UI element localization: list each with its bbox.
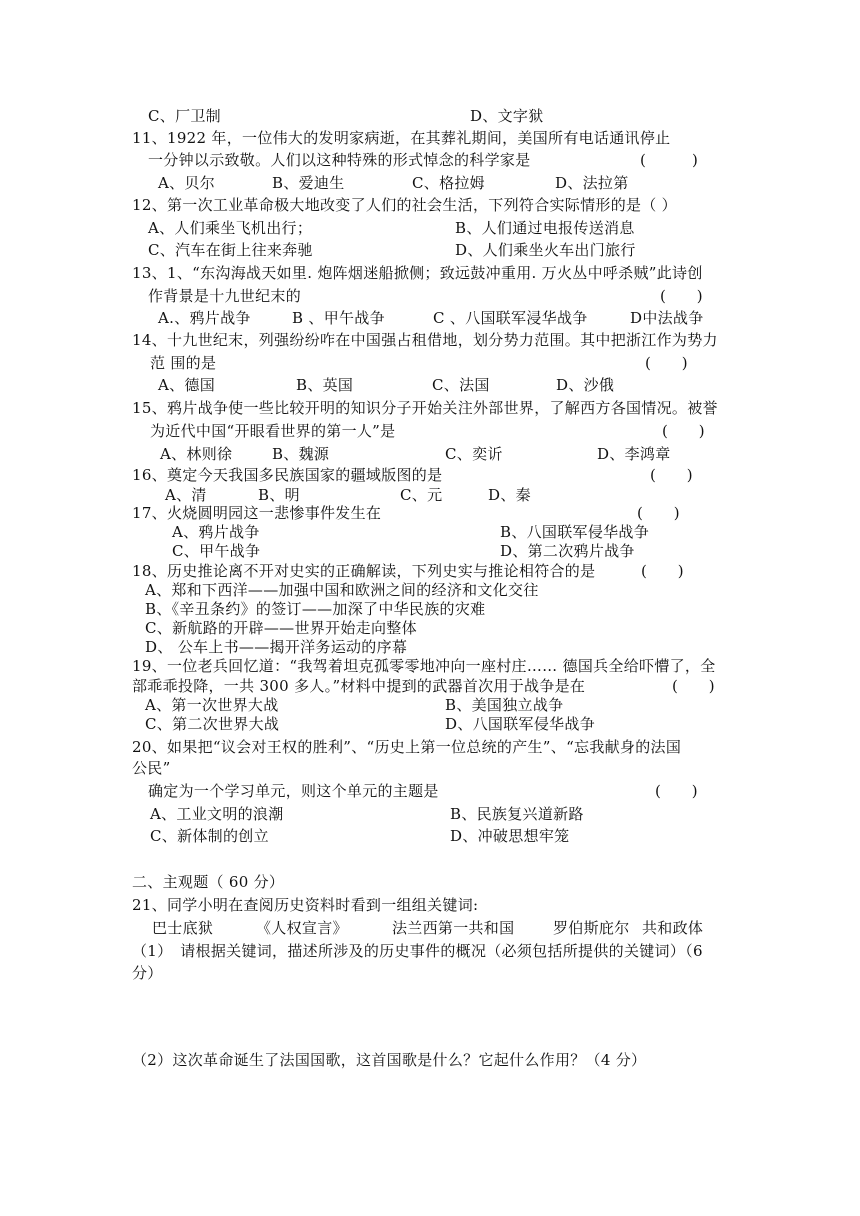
q17-option-c: C、甲午战争 [172,542,261,560]
q13-stem-line1: 13、1、“东沟海战天如里. 炮阵烟迷船掀侧；致远鼓冲重用. 万火丛中呼杀贼”此诗创 [132,264,703,282]
q10-option-c: C、厂卫制 [148,107,221,125]
q17-stem-line1: 17、火烧圆明园这一悲惨事件发生在 [132,504,382,522]
q21-sub1-line2: 分） [132,964,163,982]
q18-option-d: D、 公车上书——揭开洋务运动的序幕 [145,638,408,656]
q11-option-a: A、贝尔 [158,174,216,192]
q19-answer-paren: ( ) [672,677,715,695]
q20-option-c: C、新体制的创立 [150,827,269,845]
q18-option-c: C、新航路的开辟——世界开始走向整体 [145,619,417,637]
q14-answer-paren: ( ) [645,354,688,372]
q17-option-b: B、八国联军侵华战争 [500,523,650,541]
q14-stem-line2: 范 围的是 [150,354,217,372]
q12-option-d: D、人们乘坐火车出门旅行 [455,241,636,259]
q19-stem-line1: 19、一位老兵回忆道：“我驾着坦克孤零零地冲向一座村庄…… 德国兵全给吓懵了，全 [132,657,716,675]
q12-option-c: C、汽车在街上往来奔驰 [148,241,313,259]
q14-stem-line1: 14、十九世纪末，列强纷纷咋在中国强占租借地，划分势力范围。其中把浙江作为势力 [132,331,718,349]
q19-stem-line2: 部乖乖投降，一共 300 多人。”材料中提到的武器首次用于战争是在 [132,677,586,695]
q13-option-c: C 、八国联军浸华战争 [433,309,588,327]
q17-option-d: D、第二次鸦片战争 [500,542,635,560]
q16-option-c: C、元 [400,486,443,504]
q16-option-b: B、明 [258,486,300,504]
q14-option-d: D、沙俄 [556,376,615,394]
q14-option-b: B、英国 [296,376,354,394]
q20-option-d: D、冲破思想牢笼 [450,827,570,845]
q13-answer-paren: ( ) [660,287,703,305]
q13-option-d: D中法战争 [630,309,704,327]
q12-stem-line1: 12、第一次工业革命极大地改变了人们的社会生活，下列符合实际情形的是（ ） [132,196,677,214]
q20-stem-line2: 公民” [132,759,171,777]
q14-option-a: A、德国 [158,376,216,394]
q20-answer-paren: ( ) [655,782,698,800]
q13-stem-line2: 作背景是十九世纪末的 [148,287,302,305]
q20-option-a: A、工业文明的浪潮 [150,805,284,823]
q13-option-a: A.、鸦片战争 [158,309,251,327]
q15-stem-line1: 15、鸦片战争使一些比较开明的知识分子开始关注外部世界，了解西方各国情况。被誉 [132,399,718,417]
q16-stem-line1: 16、奠定今天我国多民族国家的疆域版图的是 [132,466,443,484]
q21-sub1-line1: （1） 请根据关键词，描述所涉及的历史事件的概况（必须包括所提供的关键词）（6 [132,942,703,960]
q15-stem-line2: 为近代中国“开眼看世界的第一人”是 [150,422,396,440]
q21-keyword-1: 巴士底狱 [152,919,214,937]
q21-sub2: （2）这次革命诞生了法国国歌，这首国歌是什么？它起什么作用？（4 分） [132,1051,647,1069]
q13-option-b: B 、甲午战争 [292,309,385,327]
q15-option-b: B、魏源 [272,445,330,463]
q17-answer-paren: ( ) [637,504,680,522]
q21-keyword-5: 共和政体 [642,919,704,937]
q19-option-a: A、第一次世界大战 [145,696,279,714]
q20-stem-line3: 确定为一个学习单元，则这个单元的主题是 [148,782,439,800]
q15-option-c: C、奕䜣 [445,445,503,463]
q16-option-a: A、清 [165,486,207,504]
q11-stem-line1: 11、1922 年，一位伟大的发明家病逝，在其葬礼期间，美国所有电话通讯停止 [132,129,671,147]
section-title: 二、主观题（ 60 分） [132,873,285,891]
q18-stem-line1: 18、历史推论离不开对史实的正确解读，下列史实与推论相符合的是 [132,562,596,580]
q21-keyword-3: 法兰西第一共和国 [392,919,515,937]
q12-option-b: B、人们通过电报传送消息 [455,219,635,237]
q18-option-a: A、郑和下西洋——加强中国和欧洲之间的经济和文化交往 [145,581,539,599]
q11-option-d: D、法拉第 [555,174,629,192]
q16-option-d: D、秦 [488,486,531,504]
q19-option-b: B、美国独立战争 [445,696,564,714]
q18-option-b: B、《辛丑条约》的签订——加深了中华民族的灾难 [145,600,486,618]
q19-option-d: D、八国联军侵华战争 [445,715,596,733]
q15-option-a: A、林则徐 [160,445,233,463]
q21-keyword-2: 《人权宣言》 [256,919,348,937]
q17-option-a: A、鸦片战争 [172,523,260,541]
q21-stem-line1: 21、同学小明在查阅历史资料时看到一组组关键词: [132,896,479,914]
q11-answer-paren: ( ) [640,151,699,169]
q11-option-b: B、爱迪生 [272,174,345,192]
q21-keyword-4: 罗伯斯庇尔 [553,919,630,937]
q16-answer-paren: ( ) [650,466,693,484]
q20-stem-line1: 20、如果把“议会对王权的胜利”、“历史上第一位总统的产生”、“忘我献身的法国 [132,738,682,756]
q11-stem-line2: 一分钟以示致敬。人们以这种特殊的形式悼念的科学家是 [148,151,531,169]
q15-option-d: D、李鸿章 [597,445,671,463]
q10-option-d: D、文字狱 [470,107,544,125]
q14-option-c: C、法国 [432,376,490,394]
q20-option-b: B、民族复兴道新路 [450,805,584,823]
q11-option-c: C、格拉姆 [412,174,485,192]
q15-answer-paren: ( ) [662,422,705,440]
q12-option-a: A、人们乘坐飞机出行； [148,219,313,237]
q18-answer-paren: ( ) [641,562,684,580]
q19-option-c: C、第二次世界大战 [145,715,280,733]
